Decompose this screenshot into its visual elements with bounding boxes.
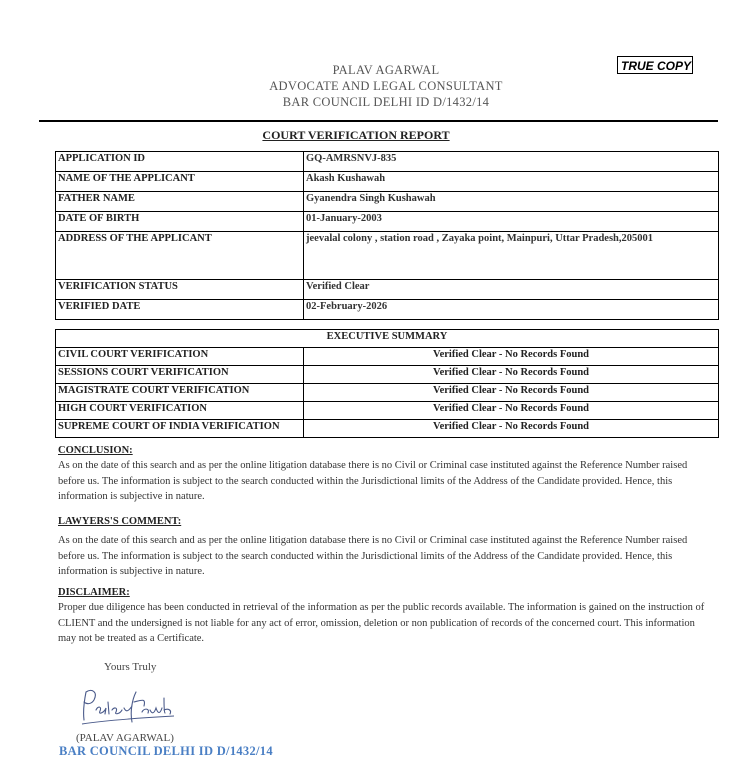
row-label: ADDRESS OF THE APPLICANT [56,232,304,280]
table-row [56,420,719,438]
table-row [56,384,719,402]
lawyers-comment-text: As on the date of this search and as per the online litigation database there is no Civil or Criminal case instituted against the Reference Number raised before us. The information is subject to the search conducted within the Jurisdictional limits of the Address of the Candidate provided. Hence, this information is subjective in nature. [58,535,688,577]
table-row [56,172,719,192]
row-value: Gyanendra Singh Kushawah [304,192,719,212]
row-value: Akash Kushawah [304,172,719,192]
applicant-details-table [55,151,719,320]
row-value: Verified Clear - No Records Found [304,366,719,384]
row-label: HIGH COURT VERIFICATION [56,402,304,420]
true-copy-stamp: TRUE COPY [617,56,693,74]
table-header-row [56,330,719,348]
advocate-title: ADVOCATE AND LEGAL CONSULTANT [269,79,503,93]
row-label: FATHER NAME [56,192,304,212]
row-label: SUPREME COURT OF INDIA VERIFICATION [56,420,304,438]
row-value: Verified Clear - No Records Found [304,402,719,420]
table-row [56,300,719,320]
row-value: GQ-AMRSNVJ-835 [304,152,719,172]
table-row [56,348,719,366]
footer-bar-council-id: BAR COUNCIL DELHI ID D/1432/14 [59,744,273,758]
row-value: 02-February-2026 [304,300,719,320]
row-label: VERIFIED DATE [56,300,304,320]
summary-heading: EXECUTIVE SUMMARY [56,330,719,348]
table-row [56,192,719,212]
row-value: Verified Clear [304,280,719,300]
executive-summary-table [55,329,719,438]
disclaimer-heading: DISCLAIMER: [58,587,130,598]
row-value: Verified Clear - No Records Found [304,384,719,402]
report-title: COURT VERIFICATION REPORT [262,128,450,142]
lawyers-comment-heading: LAWYERS'S COMMENT: [58,516,182,527]
conclusion-heading: CONCLUSION: [58,445,133,456]
bar-council-id: BAR COUNCIL DELHI ID D/1432/14 [282,95,490,109]
row-label: NAME OF THE APPLICANT [56,172,304,192]
advocate-name: PALAV AGARWAL [332,63,440,77]
header-divider [39,120,718,122]
table-row [56,366,719,384]
disclaimer-text: Proper due diligence has been conducted in retrieval of the information as per the public records available. The information is gained on the instruction of CLIENT and the undersigned is not liable for any act of error, omission, deletion or non publication of records of the concerned court. This information may not be treated as a Certificate. [58,602,705,644]
table-row [56,212,719,232]
conclusion-text: As on the date of this search and as per the online litigation database there is no Civil or Criminal case instituted against the Reference Number raised before us. The information is subject to the search conducted within the Jurisdictional limits of the Address of the Candidate provided. Hence, this information is subjective in nature. [58,460,688,502]
row-label: DATE OF BIRTH [56,212,304,232]
row-value: Verified Clear - No Records Found [304,348,719,366]
row-value: 01-January-2003 [304,212,719,232]
row-label: SESSIONS COURT VERIFICATION [56,366,304,384]
row-label: APPLICATION ID [56,152,304,172]
table-row [56,402,719,420]
table-row [56,232,719,280]
closing-salutation: Yours Truly [104,661,157,673]
row-label: CIVIL COURT VERIFICATION [56,348,304,366]
row-value: Verified Clear - No Records Found [304,420,719,438]
signatory-name: (PALAV AGARWAL) [76,732,174,744]
row-label: MAGISTRATE COURT VERIFICATION [56,384,304,402]
row-value: jeevalal colony , station road , Zayaka point, Mainpuri, Uttar Pradesh,205001 [304,232,719,280]
table-row [56,152,719,172]
signature [78,680,178,735]
table-row [56,280,719,300]
row-label: VERIFICATION STATUS [56,280,304,300]
